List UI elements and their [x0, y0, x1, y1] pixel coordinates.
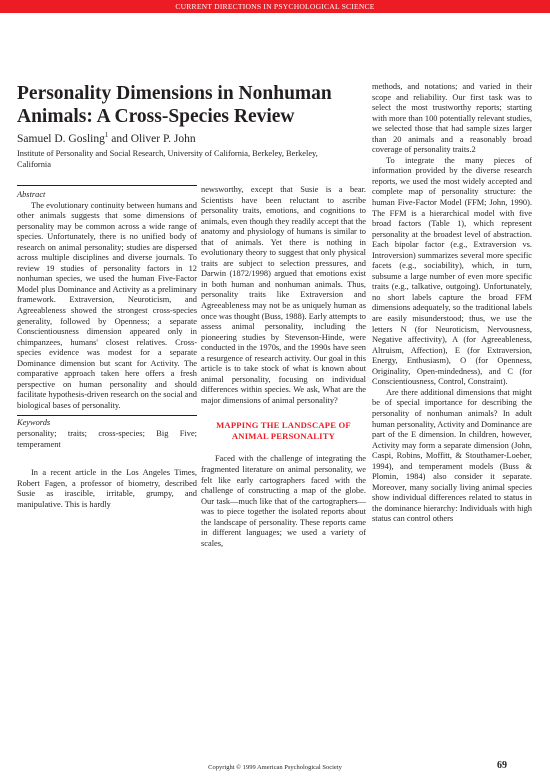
authors [17, 128, 196, 146]
author-1: Samuel D. Gosling [17, 132, 105, 145]
abstract-heading: Abstract [17, 190, 46, 199]
body-paragraph: Are there additional dimensions that might be of special importance for describing the personality of nonhuman animals? In adult human personality, Activity and Dominance are part of the E dimension. In children, however, Activity may form a separate dimension (John, Caspi, Robins, Moffitt, & Stouthamer-Loeber, 1994), and temperament models (Buss & Plomin, 1984) also consider it separate. Moreover, many socially living animal species show individual differences related to status in the dominance hierarchy: Individuals with high status can control others [372, 387, 532, 524]
keywords-text: personality; traits; cross-species; Big Five; temperament [17, 429, 197, 449]
column-1 [17, 185, 197, 510]
author-2: and Oliver P. John [108, 132, 196, 145]
body-paragraph: To integrate the many pieces of information provided by the diverse research reports, we used the most widely accepted and complete map of personality structure: the human Five-Factor Model (FFM; John, 1990). The FFM is a hierarchical model with five broad factors (Table 1), which represent personality at the broadest level of abstraction. Each bipolar factor (e.g., Extraversion vs. Introversion) summarizes several more specific facets (e.g., sociability), which, in turn, subsume a large number of even more specific traits (e.g., talkative, outgoing). Unfortunately, no short labels capture the broad FFM dimensions adequately, so the traditional labels are easily misunderstood; thus, we use the letters N (for Neuroticism, Nervousness, Negative affectivity), A (for Agreeableness, Altruism, Affection), E (for Extraversion, Energy, Enthusiasm), O (for Openness, Originality, Open-mindedness), and C (for Conscientiousness, Control, Constraint). [372, 155, 532, 387]
abstract-box [17, 185, 197, 450]
affiliation: Institute of Personality and Social Research, University of California, Berkeley, Berkeley, California [17, 149, 318, 170]
page-number: 69 [497, 760, 507, 771]
intro-paragraph: In a recent article in the Los Angeles Times, Robert Fagen, a professor of biometry, described Susie as irascible, irritable, grumpy, and manipulative. This is hardly [17, 468, 197, 509]
journal-banner [0, 0, 550, 80]
author-footnote-mark: 1 [104, 131, 109, 139]
keywords-heading: Keywords [17, 415, 197, 429]
column-3 [372, 82, 532, 525]
column-2 [201, 185, 366, 549]
journal-name: CURRENT DIRECTIONS IN PSYCHOLOGICAL SCIENCE [175, 2, 375, 11]
copyright: Copyright © 1999 American Psychological Society [208, 764, 342, 771]
abstract-text: The evolutionary continuity between humans and other animals suggests that some dimensions of personality may be common across a wide range of species. Unfortunately, there is no unified body of research on animal personality; studies are dispersed across multiple disciplines and diverse journals. To review 19 studies of personality factors in 12 nonhuman species, we used the human Five-Factor Model plus Dominance and Activity as a preliminary framework. Extraversion, Neuroticism, and Agreeableness showed the strongest cross-species generality, followed by Openness; a separate Conscientiousness dimension appeared only in chimpanzees, humans' closest relatives. Cross-species evidence was modest for a separate Dominance dimension but scant for Activity. The comparative approach taken here offers a fresh perspective on human personality and should facilitate hypothesis-driven research on the social and biological bases of personality. [17, 200, 197, 410]
article-title: Personality Dimensions in Nonhuman Animals: A Cross-Species Review [17, 83, 332, 127]
body-paragraph: newsworthy, except that Susie is a bear. Scientists have been reluctant to ascribe personality traits, emotions, and cognitions to animals, even though they readily accept that the anatomy and physiology of humans is similar to that of animals. Yet there is nothing in evolutionary theory to suggest that only physical traits are subject to selection pressures, and Darwin (1872/1998) argued that emotions exist in both human and nonhuman animals. Thus, personality traits like Extraversion and Agreeableness may not be as uniquely human as once was thought (Buss, 1988). Early attempts to assess animal personality, including the pioneering studies by Stevenson-Hinde, were conducted in the 1970s, and the 1990s have seen a resurgence of research activity. Our goal in this article is to take stock of what is known about animal personality, focusing on individual differences within species. We ask, What are the major dimensions of animal personality? [201, 185, 366, 405]
section-heading: MAPPING THE LANDSCAPE OF ANIMAL PERSONALITY [216, 420, 351, 442]
body-paragraph: Faced with the challenge of integrating the fragmented literature on animal personality, we felt like early cartographers faced with the challenge of constructing a map of the globe. Our task—much like that of the cartographers—was to piece together the isolated reports about the landscape of personality. These reports came in different languages; we used a variety of scales, [201, 454, 366, 548]
body-paragraph: methods, and notations; and varied in their scope and reliability. Our first task was to select the most trustworthy reports; starting with more than 100 potentially relevant studies, we selected those that had sample sizes larger than 20 animals and a reasonably broad coverage of personality traits.2 [372, 82, 532, 155]
